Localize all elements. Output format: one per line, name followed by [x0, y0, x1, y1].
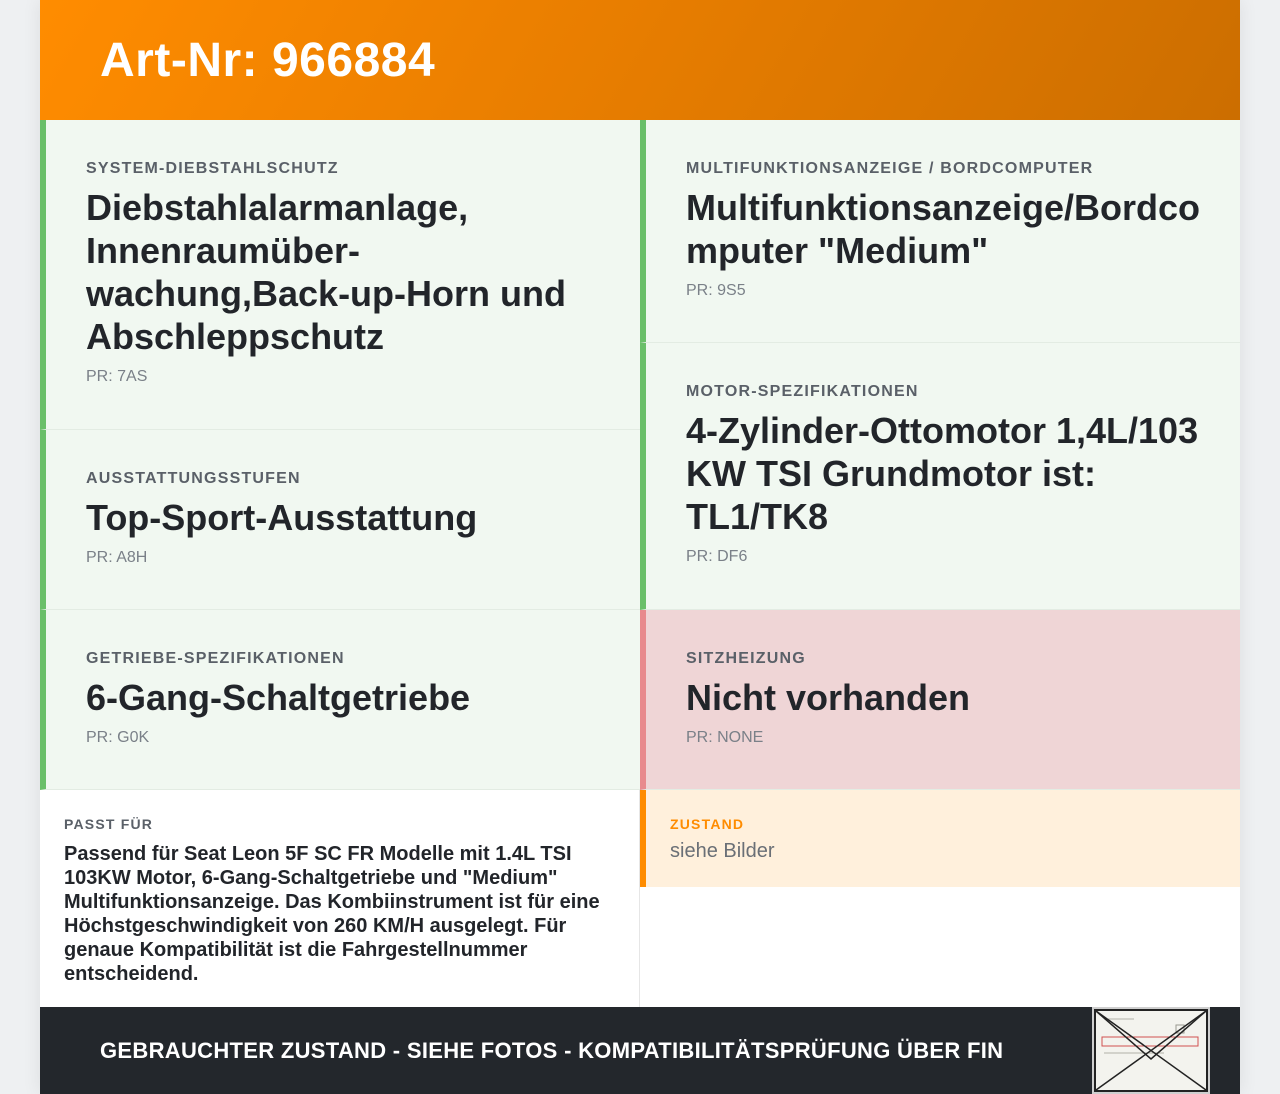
- spec-pr-code: PR: 9S5: [686, 282, 746, 299]
- spec-card-engine: [640, 343, 1240, 610]
- spec-column-left: [40, 120, 640, 790]
- compatibility-box: [40, 790, 640, 1007]
- product-sheet: [40, 0, 1240, 1094]
- spec-value: Diebstahlalarmanlage, Innenraumüber-wachung,Back-up-Horn und Abschleppschutz: [86, 187, 566, 357]
- compatibility-text: Passend für Seat Leon 5F SC FR Modelle mit 1.4L TSI 103KW Motor, 6-Gang-Schaltgetriebe und "Medium" Multifunktionsanzeige. Das Kombiinstrument ist für eine Höchstgeschwindigkeit von 260 KM/H ausgelegt. Für genaue Kompatibilität ist die Fahrgestellnummer entscheidend.: [64, 843, 600, 985]
- condition-label: ZUSTAND: [670, 816, 745, 832]
- vehicle-document-thumbnail[interactable]: [1092, 1007, 1210, 1094]
- spec-value: Top-Sport-Ausstattung: [86, 497, 478, 538]
- spec-card-equipment-level: [40, 430, 640, 610]
- info-section: [40, 790, 1240, 1007]
- spec-pr-code: PR: A8H: [86, 549, 148, 566]
- spec-pr-code: PR: 7AS: [86, 368, 148, 385]
- spec-label: GETRIEBE-SPEZIFIKATIONEN: [86, 650, 345, 667]
- spec-card-seat-heating: [640, 610, 1240, 790]
- footer-text: GEBRAUCHTER ZUSTAND - SIEHE FOTOS - KOMPATIBILITÄTSPRÜFUNG ÜBER FIN: [100, 1037, 1004, 1063]
- spec-card-board-computer: [640, 120, 1240, 343]
- spec-card-theft-protection: [40, 120, 640, 430]
- condition-text: siehe Bilder: [670, 840, 775, 862]
- spec-value: Multifunktionsanzeige/Bordcomputer "Medium": [686, 187, 1201, 271]
- footer-bar: [40, 1007, 1240, 1094]
- spec-value: Nicht vorhanden: [686, 677, 971, 718]
- spec-label: AUSSTATTUNGSSTUFEN: [86, 470, 301, 487]
- spec-label: MULTIFUNKTIONSANZEIGE / BORDCOMPUTER: [686, 160, 1094, 177]
- spec-label: SYSTEM-DIEBSTAHLSCHUTZ: [86, 160, 339, 177]
- spec-value: 4-Zylinder-Ottomotor 1,4L/103 KW TSI Grundmotor ist: TL1/TK8: [686, 410, 1199, 537]
- compatibility-label: PASST FÜR: [64, 816, 154, 832]
- spec-label: MOTOR-SPEZIFIKATIONEN: [686, 383, 919, 400]
- spec-card-gearbox: [40, 610, 640, 790]
- document-envelope-icon: [1094, 1009, 1208, 1092]
- spec-value: 6-Gang-Schaltgetriebe: [86, 677, 471, 718]
- spec-grid: [40, 120, 1240, 790]
- header: [40, 0, 1240, 120]
- spec-pr-code: PR: NONE: [686, 729, 764, 746]
- spec-pr-code: PR: DF6: [686, 548, 748, 565]
- spec-pr-code: PR: G0K: [86, 729, 150, 746]
- spec-column-right: [640, 120, 1240, 790]
- condition-box: [640, 790, 1240, 887]
- article-number-title: Art-Nr: 966884: [100, 33, 436, 87]
- spec-label: SITZHEIZUNG: [686, 650, 806, 667]
